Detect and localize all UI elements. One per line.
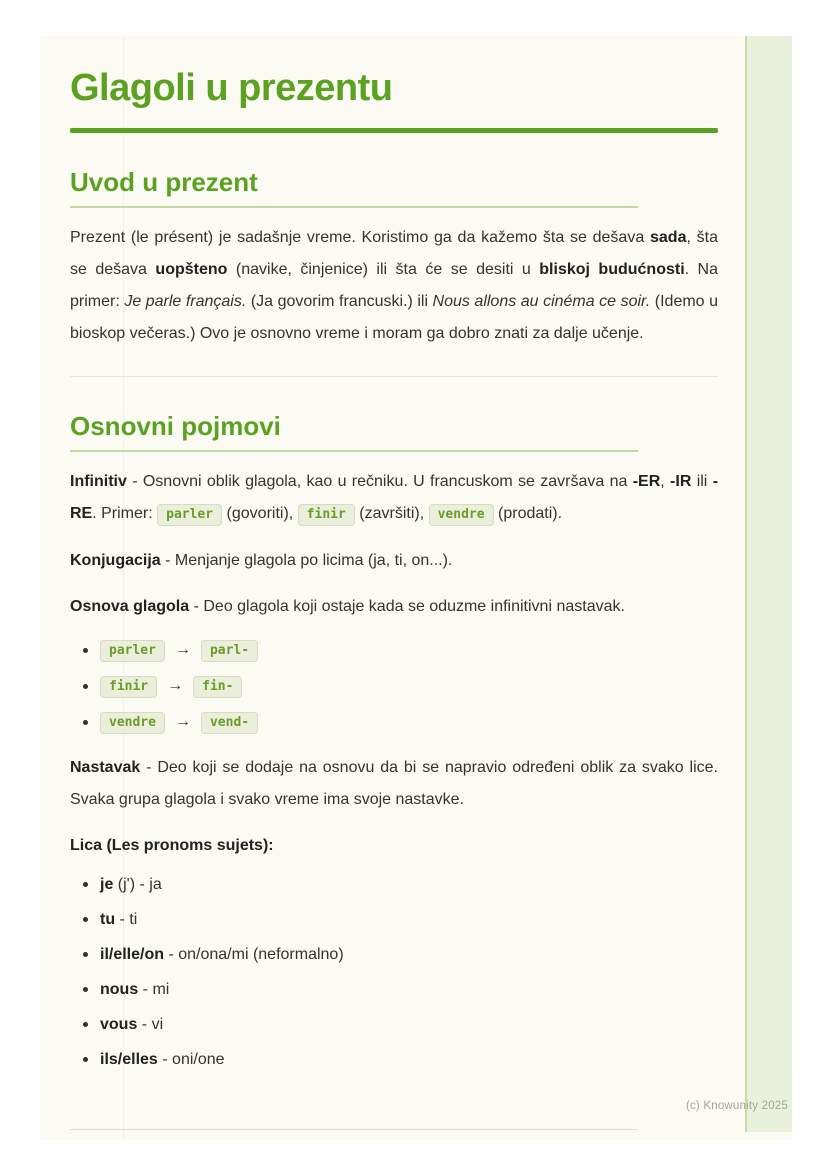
paragraph	[70, 752, 718, 816]
page-title: Glagoli u prezentu	[70, 67, 393, 109]
text-run: , šta se dešava	[70, 229, 719, 278]
code-badge: parler	[100, 640, 165, 662]
italic-text: Nous allons au cinéma ce soir.	[432, 293, 651, 310]
paragraph	[70, 222, 718, 350]
page-side-strip	[745, 36, 792, 1132]
arrow-right-icon: →	[174, 641, 191, 658]
paragraph	[70, 545, 718, 577]
list-item	[70, 671, 718, 702]
bold-text: Lica (Les pronoms sujets):	[70, 837, 274, 854]
bold-text: sada	[650, 229, 687, 246]
title-rule	[70, 128, 718, 133]
list-item	[70, 979, 718, 1001]
list-item	[70, 944, 718, 966]
document-content	[40, 66, 792, 1071]
code-badge: fin-	[193, 676, 242, 698]
list-item	[70, 1049, 718, 1071]
bold-text: vous	[100, 1016, 138, 1033]
section	[70, 167, 718, 350]
text-run: (navike, činjenice) ili šta će se desiti u	[227, 261, 540, 278]
text-run: (prodati).	[493, 505, 563, 522]
text-run: Prezent (le présent) je sadašnje vreme. Koristimo ga da kažemo šta se dešava	[70, 229, 650, 246]
bold-text: bliskoj budućnosti	[539, 261, 685, 278]
bold-text: il/elle/on	[100, 946, 165, 963]
list-item	[70, 874, 718, 896]
code-badge: vendre	[429, 504, 494, 526]
bold-text: ils/elles	[100, 1051, 158, 1068]
text-run: - oni/one	[157, 1051, 225, 1068]
arrow-right-icon: →	[174, 713, 191, 730]
code-badge: finir	[298, 504, 355, 526]
section-heading-rule	[70, 450, 638, 452]
bullet-list	[70, 635, 718, 738]
italic-text: Je parle français.	[124, 293, 247, 310]
list-item	[70, 909, 718, 931]
bold-text: -IR	[670, 473, 692, 490]
bullet-list	[70, 874, 718, 1071]
document-page	[40, 36, 792, 1140]
document-sections	[70, 167, 718, 1071]
text-run: (govoriti),	[222, 505, 298, 522]
code-badge: parl-	[201, 640, 258, 662]
bold-text: -ER	[632, 473, 661, 490]
text-run: . Primer:	[92, 505, 158, 522]
section-heading-rule	[70, 206, 638, 208]
bold-text: uopšteno	[155, 261, 228, 278]
list-item	[70, 707, 718, 738]
bold-text: -RE	[70, 473, 719, 522]
section-divider	[70, 376, 718, 377]
section-heading: Osnovni pojmovi	[70, 411, 281, 441]
code-badge: vendre	[100, 712, 165, 734]
text-run: - Osnovni oblik glagola, kao u rečniku. U francuskom se završava na	[126, 473, 633, 490]
bottom-divider	[70, 1129, 638, 1130]
list-item	[70, 635, 718, 666]
text-run: ili	[691, 473, 713, 490]
bold-text: Nastavak	[70, 759, 141, 776]
text-run: - Deo koji se dodaje na osnovu da bi se napravio određeni oblik za svako lice. Svaka grupa glagola i svako vreme ima svoje nastavke.	[70, 759, 718, 808]
section-heading: Uvod u prezent	[70, 167, 258, 197]
paragraph	[70, 466, 718, 531]
text-run: (Ja govorim francuski.) ili	[246, 293, 433, 310]
code-badge: parler	[157, 504, 222, 526]
paragraph	[70, 591, 718, 623]
copyright-footer: (c) Knowunity 2025	[685, 1100, 788, 1112]
text-run: (Idemo u bioskop večeras.) Ovo je osnovno vreme i moram ga dobro znati za dalje učenje.	[70, 293, 718, 342]
text-run: - on/ona/mi (neformalno)	[164, 946, 344, 963]
bold-text: je	[100, 876, 114, 893]
list-item	[70, 1014, 718, 1036]
code-badge: finir	[100, 676, 157, 698]
text-run: . Na primer:	[70, 261, 719, 310]
bold-text: Infinitiv	[70, 473, 127, 490]
text-run: ,	[660, 473, 671, 490]
arrow-right-icon: →	[167, 677, 184, 694]
bold-text: nous	[100, 981, 139, 998]
bold-text: Osnova glagola	[70, 598, 190, 615]
code-badge: vend-	[201, 712, 258, 734]
text-run: - ti	[115, 911, 138, 928]
text-run: - Menjanje glagola po licima (ja, ti, on...).	[160, 552, 453, 569]
bold-text: tu	[100, 911, 116, 928]
paragraph	[70, 830, 718, 862]
text-run: - Deo glagola koji ostaje kada se oduzme infinitivni nastavak.	[189, 598, 625, 615]
section	[70, 411, 718, 1071]
text-run: (završiti),	[354, 505, 429, 522]
text-run: - vi	[137, 1016, 164, 1033]
bold-text: Konjugacija	[70, 552, 161, 569]
text-run: - mi	[138, 981, 170, 998]
text-run: (j') - ja	[113, 876, 162, 893]
